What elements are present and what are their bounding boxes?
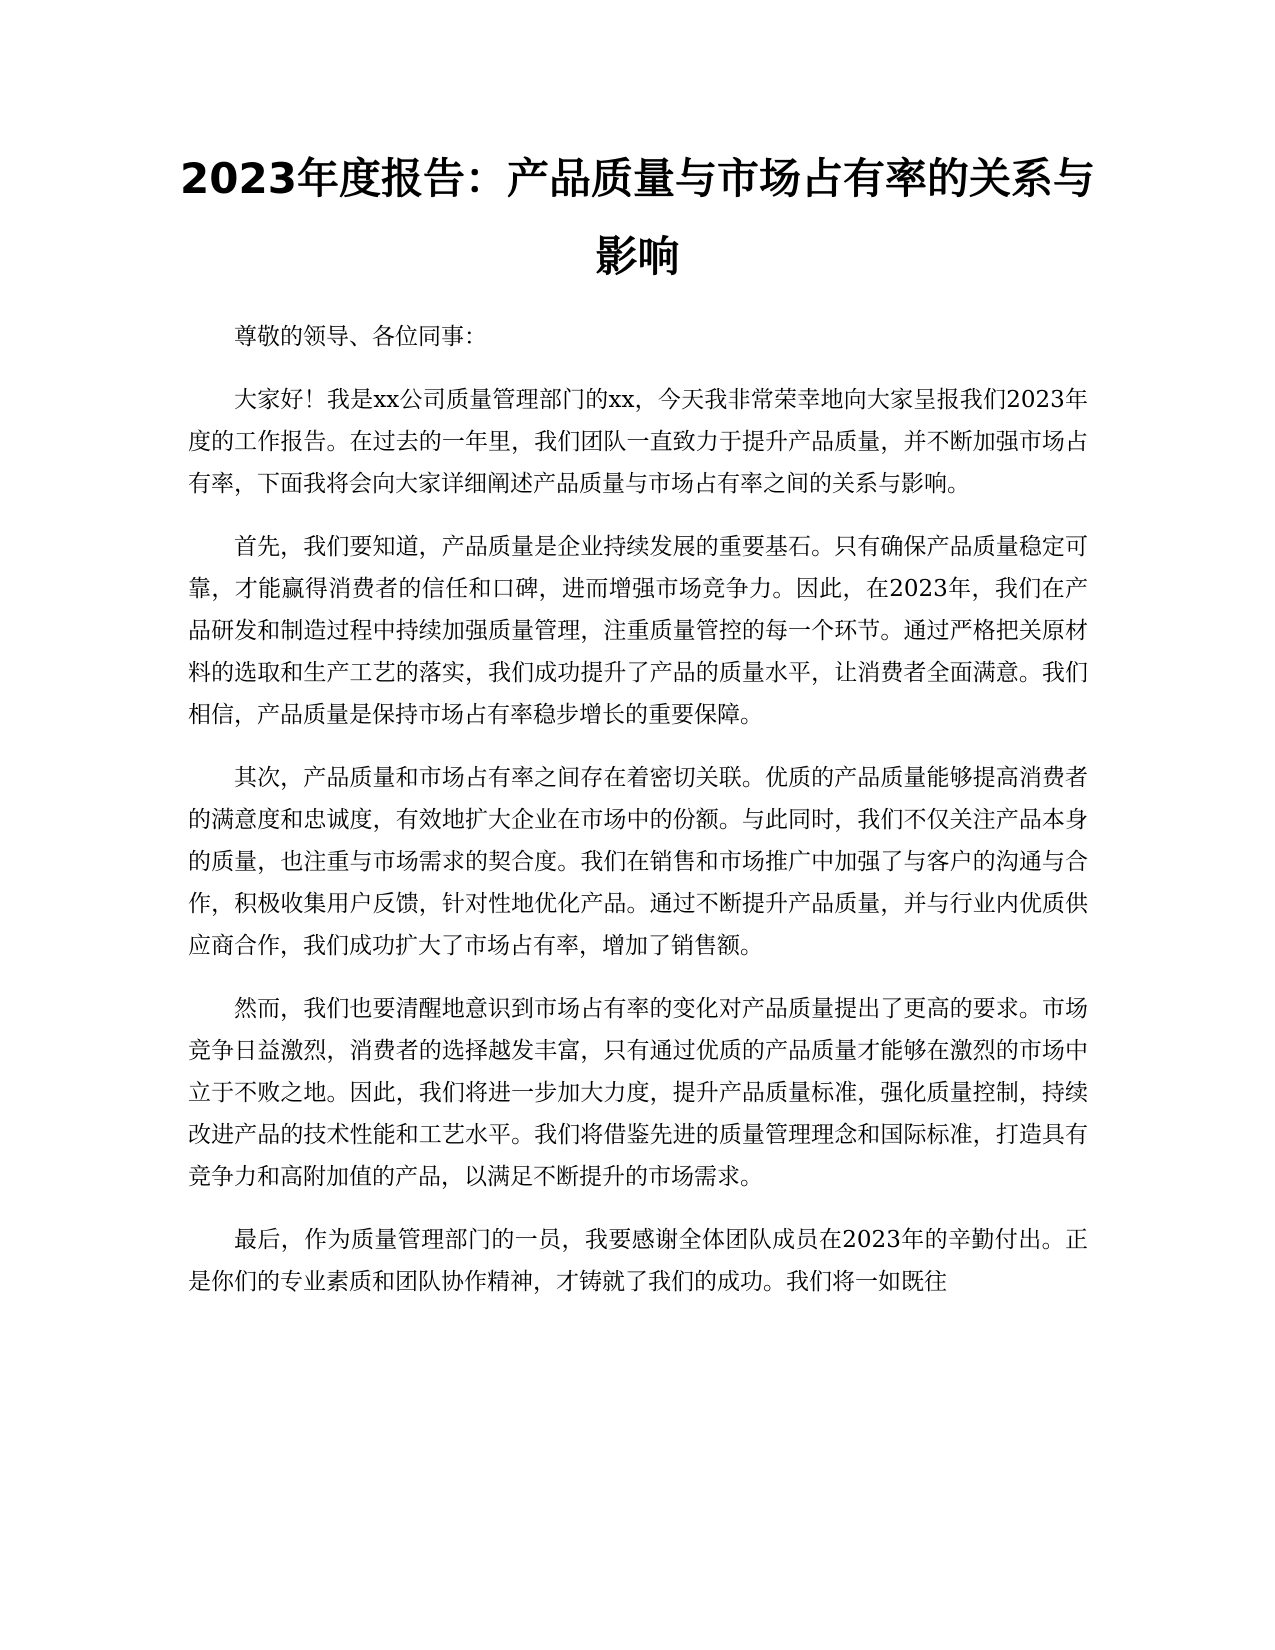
document-title: 2023年度报告：产品质量与市场占有率的关系与影响 xyxy=(180,154,1095,281)
body-paragraph-first: 首先，我们要知道，产品质量是企业持续发展的重要基石。只有确保产品质量稳定可靠，才能赢得消费者的信任和口碑，进而增强市场竞争力。因此，在2023年，我们在产品研发和制造过程中持续加强质量管理，注重质量管控的每一个环节。通过严格把关原材料的选取和生产工艺的落实，我们成功提升了产品的质量水平，让消费者全面满意。我们相信，产品质量是保持市场占有率稳步增长的重要保障。 xyxy=(188,534,1088,728)
body-paragraph-third: 然而，我们也要清醒地意识到市场占有率的变化对产品质量提出了更高的要求。市场竞争日益激烈，消费者的选择越发丰富，只有通过优质的产品质量才能够在激烈的市场中立于不败之地。因此，我们将进一步加大力度，提升产品质量标准，强化质量控制，持续改进产品的技术性能和工艺水平。我们将借鉴先进的质量管理理念和国际标准，打造具有竞争力和高附加值的产品，以满足不断提升的市场需求。 xyxy=(188,996,1088,1190)
intro-paragraph: 大家好！我是xx公司质量管理部门的xx，今天我非常荣幸地向大家呈报我们2023年度的工作报告。在过去的一年里，我们团队一直致力于提升产品质量，并不断加强市场占有率，下面我将会向大家详细阐述产品质量与市场占有率之间的关系与影响。 xyxy=(188,387,1088,497)
closing-paragraph: 最后，作为质量管理部门的一员，我要感谢全体团队成员在2023年的辛勤付出。正是你们的专业素质和团队协作精神，才铸就了我们的成功。我们将一如既往 xyxy=(188,1227,1088,1295)
document-body xyxy=(188,316,1088,1324)
salutation-paragraph: 尊敬的领导、各位同事： xyxy=(234,324,487,350)
body-paragraph-second: 其次，产品质量和市场占有率之间存在着密切关联。优质的产品质量能够提高消费者的满意度和忠诚度，有效地扩大企业在市场中的份额。与此同时，我们不仅关注产品本身的质量，也注重与市场需求的契合度。我们在销售和市场推广中加强了与客户的沟通与合作，积极收集用户反馈，针对性地优化产品。通过不断提升产品质量，并与行业内优质供应商合作，我们成功扩大了市场占有率，增加了销售额。 xyxy=(188,765,1088,959)
